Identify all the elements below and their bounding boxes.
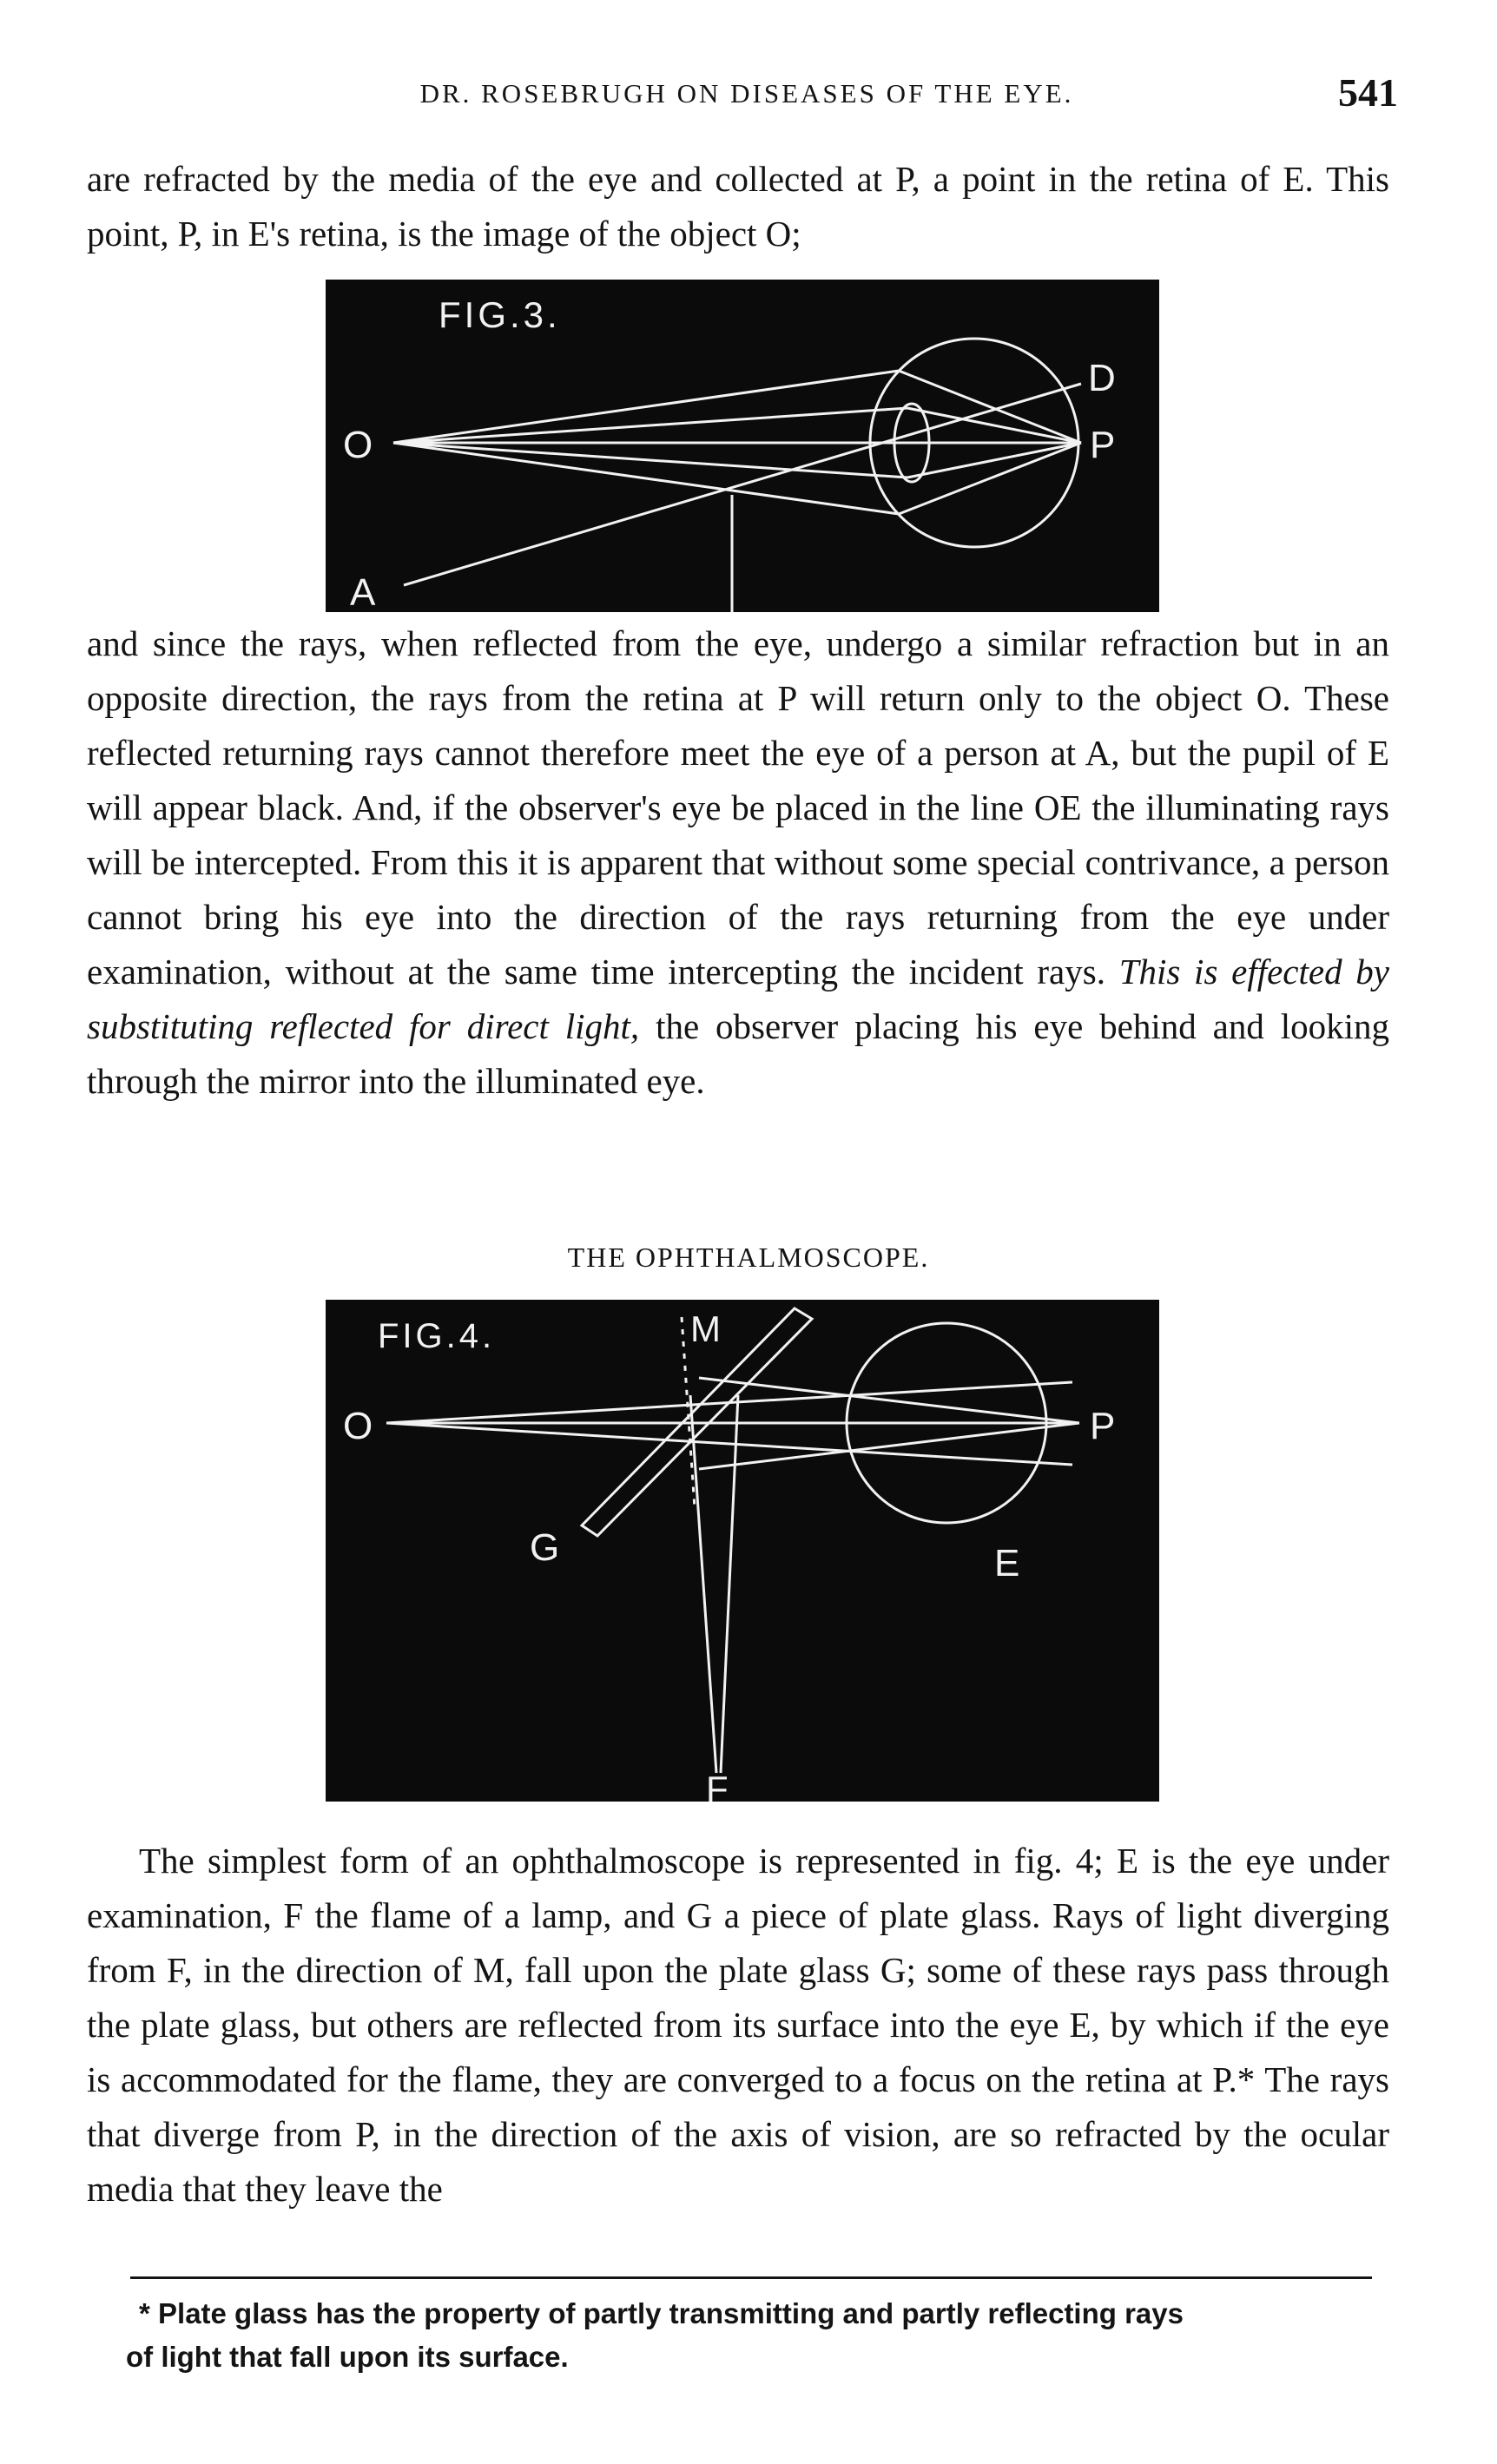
paragraph-1: are refracted by the media of the eye and collected at P, a point in the retina of E. This point, P, in E's retina, is the image of the object O; <box>87 159 1389 254</box>
page-number: 541 <box>1338 70 1398 115</box>
paragraph-3: The simplest form of an ophthalmoscope is represented in fig. 4; E is the eye under examination, F the flame of a lamp, and G a piece of plate glass. Rays of light diverging from F, in the direction of M, fall upon the plate glass G; some of these rays pass through the plate glass, but others are reflected from its surface into the eye E, by which if the eye is accommodated for the flame, they are converged to a focus on the retina at P.* The rays that diverge from P, in the direction of the axis of vision, are so refracted by the ocular media that they leave the <box>87 1841 1389 2209</box>
figure-4-diagram <box>326 1300 1159 1802</box>
ray-line <box>393 443 907 478</box>
paragraph-2-end: the observer placing his eye behind and looking through the mirror into the illuminated eye. <box>87 1006 1389 1101</box>
label-A: A <box>350 571 376 612</box>
ray-line <box>907 408 1081 443</box>
footnote-line-2: of light that fall upon its surface. <box>126 2341 569 2373</box>
label-P: P <box>1090 1405 1116 1447</box>
label-D: D <box>1088 357 1116 399</box>
section-heading: THE OPHTHALMOSCOPE. <box>567 1242 930 1273</box>
observer-ray-line <box>404 384 1081 585</box>
figure-3-caption: FIG.3. <box>439 294 561 335</box>
paragraph-2 <box>87 616 1389 1109</box>
ray-line <box>393 408 907 443</box>
label-M: M <box>690 1308 721 1349</box>
footnote <box>126 2292 1368 2379</box>
running-head <box>87 69 1407 122</box>
ray-line <box>393 443 899 514</box>
ray-line <box>899 371 1081 443</box>
figure-4-caption: FIG.4. <box>378 1317 496 1355</box>
footnote-rule <box>130 2276 1372 2279</box>
ray-line <box>907 443 1081 478</box>
label-P: P <box>1090 424 1116 466</box>
ray-line <box>899 443 1081 514</box>
figure-3 <box>326 280 1159 612</box>
flame-ray-line <box>721 1395 738 1773</box>
paragraph-2-italic: This is effected by substituting reflected for direct light, <box>87 952 1389 1046</box>
paragraph-2-text: and since the rays, when reflected from the eye, undergo a similar refraction but in an opposite direction, the rays from the retina at P will return only to the object O. These reflected returning rays cannot therefore meet the eye of a person at A, but the pupil of E will appear black. And, if the observer's eye be placed in the line OE the illuminating rays will be intercepted. From this it is apparent that without some special contrivance, a person cannot bring his eye into the direction of the rays returning from the eye under examination, without at the same time intercepting the incident rays. <box>87 623 1389 992</box>
label-F: F <box>706 1769 729 1802</box>
label-G: G <box>530 1526 560 1569</box>
running-title: DR. ROSEBRUGH ON DISEASES OF THE EYE. <box>419 78 1074 109</box>
figure-3-diagram <box>326 280 1159 612</box>
label-E: E <box>994 1542 1020 1584</box>
ray-line <box>393 371 899 443</box>
label-O: O <box>343 1405 373 1447</box>
flame-ray-line <box>690 1395 716 1773</box>
ray-line <box>386 1423 1072 1465</box>
figure-4 <box>326 1300 1159 1802</box>
footnote-line-1: * Plate glass has the property of partly transmitting and partly reflecting rays <box>139 2297 1184 2329</box>
label-O: O <box>343 424 373 466</box>
